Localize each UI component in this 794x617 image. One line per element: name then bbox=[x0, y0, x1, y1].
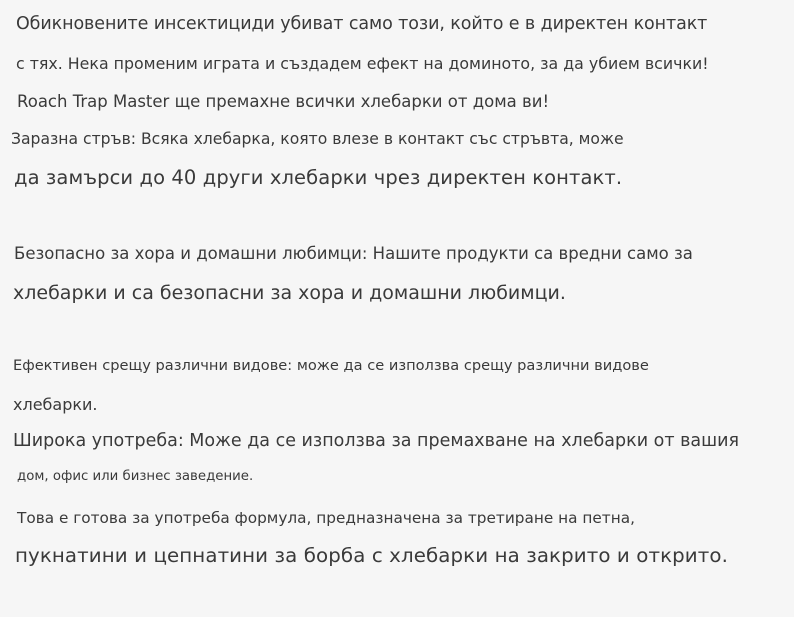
formula-line-1: Това е готова за употреба формула, предназначена за третиране на петна, bbox=[17, 509, 635, 527]
intro-line-2: с тях. Нека променим играта и създадем ефект на доминото, за да убием всички! bbox=[16, 54, 709, 73]
intro-line-1: Обикновените инсектициди убиват само този, който е в директен контакт bbox=[16, 14, 708, 34]
feature-effective-line-1: Ефективен срещу различни видове: може да се използва срещу различни видове bbox=[13, 357, 649, 374]
headline: Roach Trap Master ще премахне всички хлебарки от дома ви! bbox=[17, 92, 550, 111]
feature-safe-line-1: Безопасно за хора и домашни любимци: Нашите продукти са вредни само за bbox=[14, 244, 693, 263]
feature-wide-use-line-1: Широка употреба: Може да се използва за премахване на хлебарки от вашия bbox=[13, 431, 740, 451]
formula-line-2: пукнатини и цепнатини за борба с хлебарки на закрито и открито. bbox=[15, 544, 728, 567]
feature-contagious-bait-line-1: Заразна стръв: Всяка хлебарка, която влезе в контакт със стръвта, може bbox=[11, 130, 624, 148]
feature-effective-line-2: хлебарки. bbox=[13, 395, 98, 414]
feature-contagious-bait-line-2: да замърси до 40 други хлебарки чрез директен контакт. bbox=[14, 166, 623, 189]
feature-safe-line-2: хлебарки и са безопасни за хора и домашни любимци. bbox=[13, 282, 566, 304]
feature-wide-use-line-2: дом, офис или бизнес заведение. bbox=[17, 469, 254, 484]
